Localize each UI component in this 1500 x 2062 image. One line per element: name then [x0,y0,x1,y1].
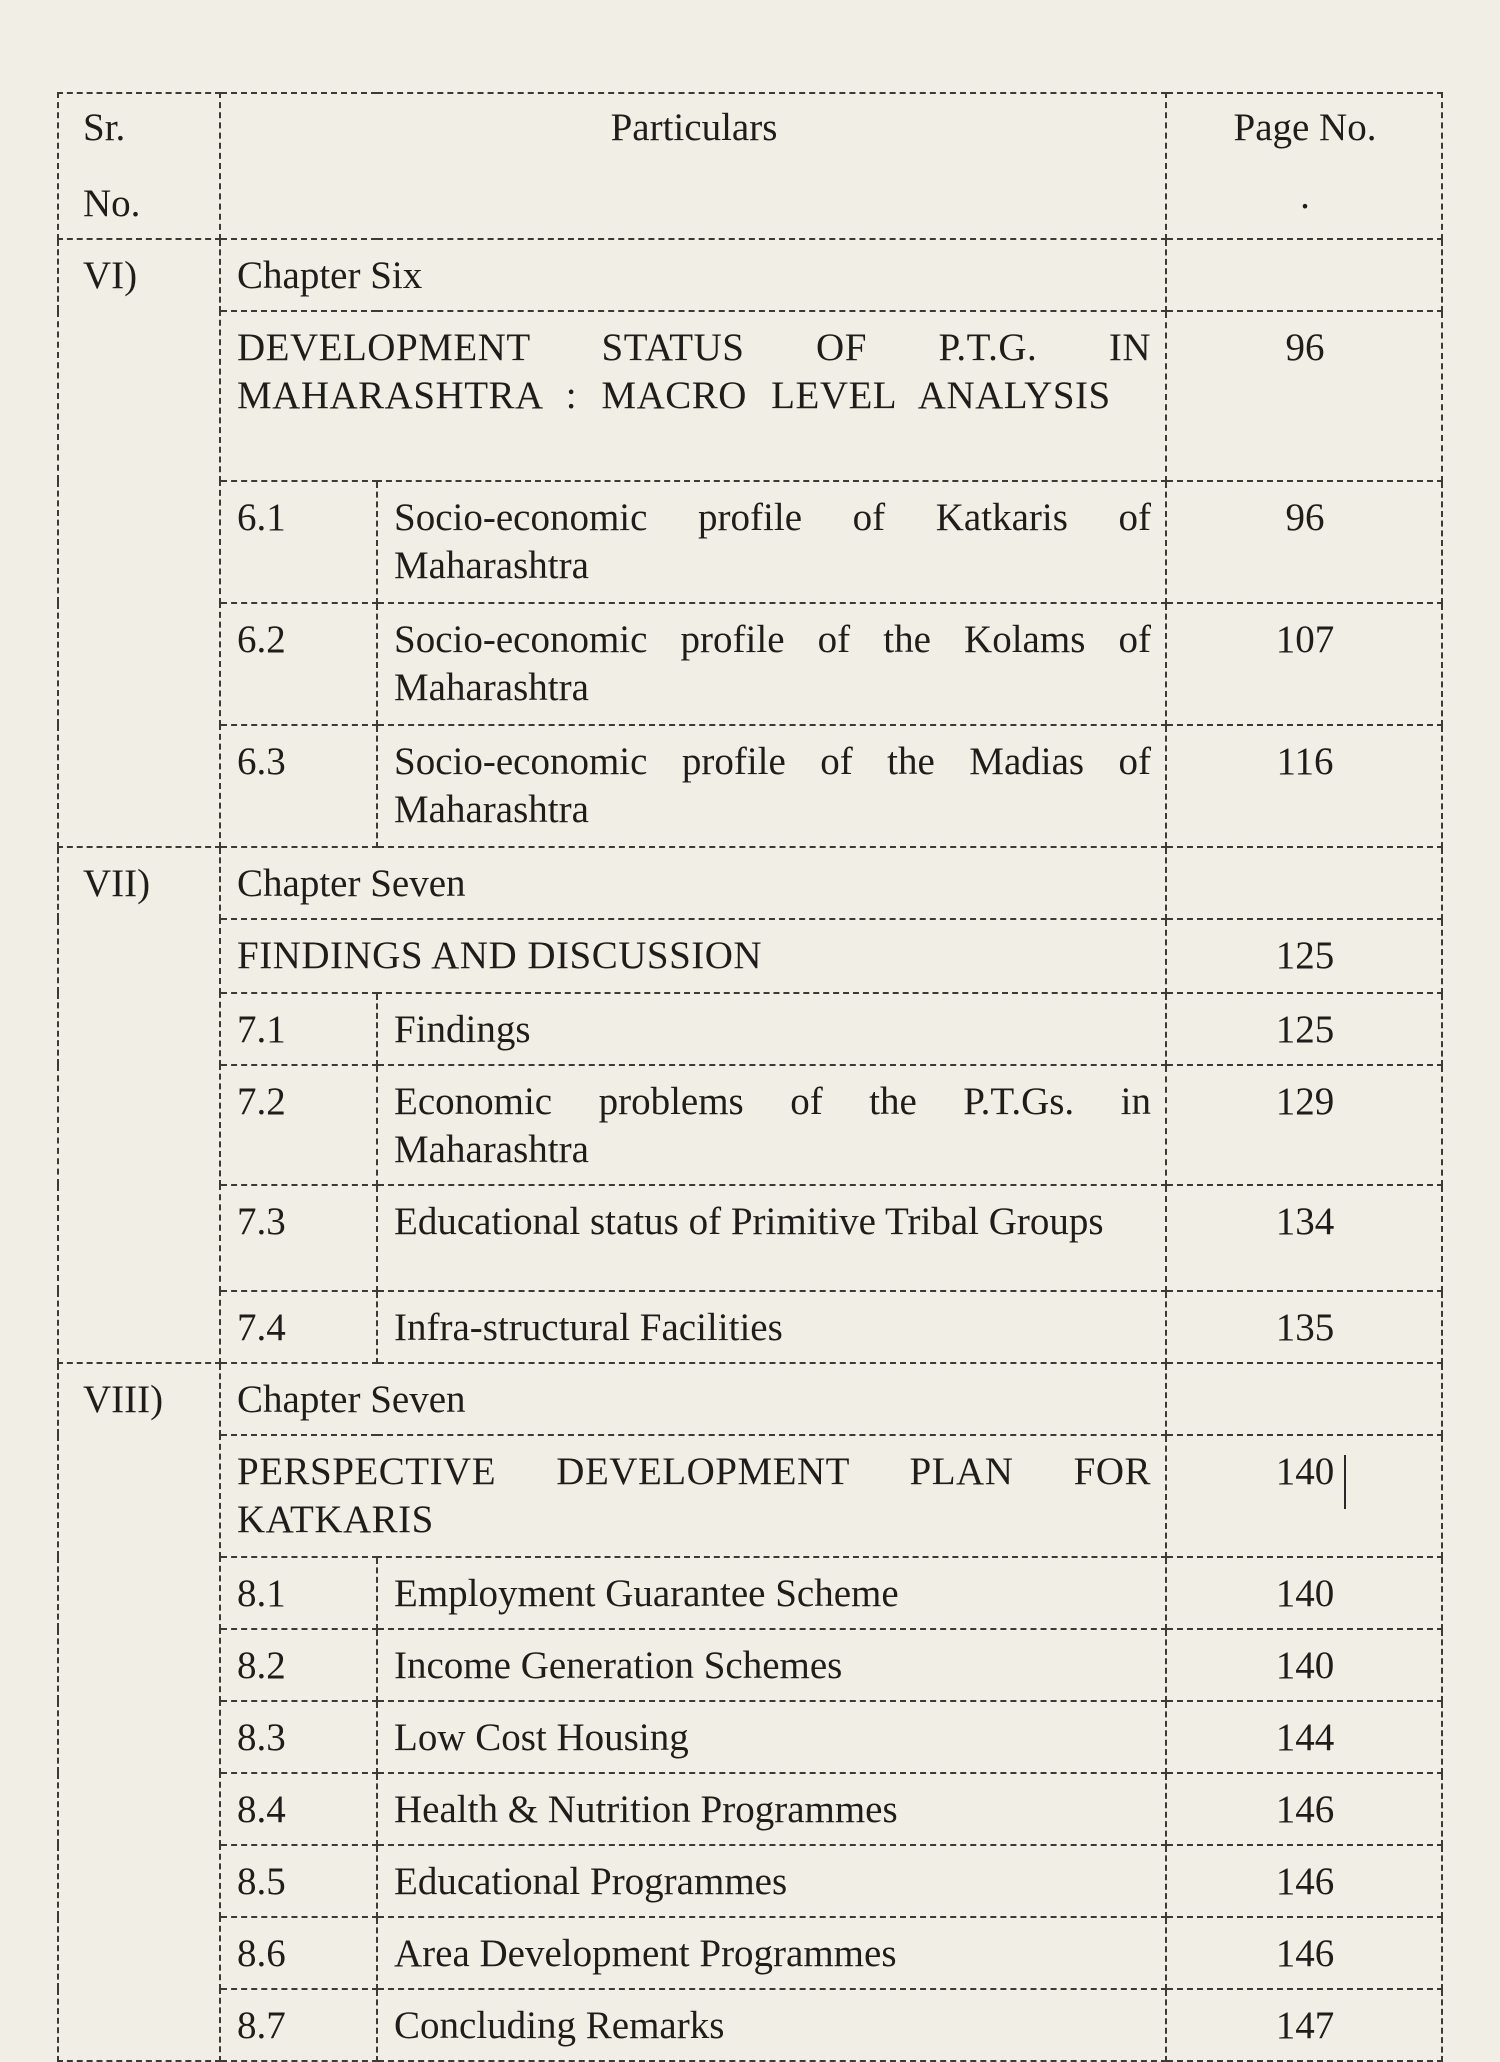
chapter-label: Chapter Six [220,239,1166,311]
section-page: 140 [1166,1557,1442,1629]
chapter-title-row [58,1435,1442,1557]
chapter-row [58,239,1442,311]
chapter-label-page [1166,847,1442,919]
section-title: Socio-economic profile of the Madias of Maharashtra [377,725,1166,847]
chapter-row [58,1363,1442,1435]
section-page: 146 [1166,1917,1442,1989]
section-row [58,1291,1442,1363]
section-page: 129 [1166,1065,1442,1185]
section-title: Educational Programmes [377,1845,1166,1917]
section-title: Infra-structural Facilities [377,1291,1166,1363]
section-number: 8.2 [220,1629,377,1701]
section-row [58,1773,1442,1845]
chapter-label-page [1166,239,1442,311]
chapter-sr: VI) [58,239,220,847]
chapter-title-page: 125 [1166,919,1442,993]
section-row [58,1065,1442,1185]
chapter-title-page: 96 [1166,311,1442,481]
section-title: Low Cost Housing [377,1701,1166,1773]
header-particulars: Particulars [220,93,1166,239]
section-row [58,1557,1442,1629]
header-page-no [1166,93,1442,239]
section-page: 116 [1166,725,1442,847]
section-number: 8.4 [220,1773,377,1845]
header-sr-line2: No. [83,182,141,225]
header-sr-line1: Sr. [83,106,126,149]
header-sr-no [58,93,220,239]
chapter-title: PERSPECTIVE DEVELOPMENT PLAN FOR KATKARIS [220,1435,1166,1557]
pen-mark [1344,1455,1346,1509]
chapter-title: DEVELOPMENT STATUS OF P.T.G. IN MAHARASHTRA : MACRO LEVEL ANALYSIS [220,311,1166,481]
chapter-row [58,847,1442,919]
header-page-no-label: Page No. [1233,106,1377,149]
section-title: Findings [377,993,1166,1065]
section-row [58,725,1442,847]
chapter-title: FINDINGS AND DISCUSSION [220,919,1166,993]
section-page: 107 [1166,603,1442,725]
section-number: 7.4 [220,1291,377,1363]
section-page: 147 [1166,1989,1442,2061]
section-row [58,603,1442,725]
section-row [58,1185,1442,1291]
section-row [58,1845,1442,1917]
section-number: 8.6 [220,1917,377,1989]
section-row [58,1629,1442,1701]
chapter-title-row [58,919,1442,993]
section-number: 6.2 [220,603,377,725]
section-page: 96 [1166,481,1442,603]
header-row [58,93,1442,239]
section-title: Socio-economic profile of the Kolams of Maharashtra [377,603,1166,725]
section-row [58,481,1442,603]
section-title: Employment Guarantee Scheme [377,1557,1166,1629]
chapter-title-page: 140 [1166,1435,1442,1557]
section-number: 8.3 [220,1701,377,1773]
section-number: 8.7 [220,1989,377,2061]
section-page: 135 [1166,1291,1442,1363]
section-title: Economic problems of the P.T.Gs. in Maharashtra [377,1065,1166,1185]
section-number: 6.3 [220,725,377,847]
chapter-label-page [1166,1363,1442,1435]
section-title: Income Generation Schemes [377,1629,1166,1701]
header-page-no-mark: . [1300,174,1310,217]
section-page: 125 [1166,993,1442,1065]
section-title: Area Development Programmes [377,1917,1166,1989]
section-title: Health & Nutrition Programmes [377,1773,1166,1845]
section-title: Concluding Remarks [377,1989,1166,2061]
section-row [58,1917,1442,1989]
section-number: 7.1 [220,993,377,1065]
chapter-title-row [58,311,1442,481]
section-number: 8.1 [220,1557,377,1629]
section-title: Socio-economic profile of Katkaris of Maharashtra [377,481,1166,603]
section-number: 8.5 [220,1845,377,1917]
section-row [58,993,1442,1065]
chapter-sr: VII) [58,847,220,1363]
section-number: 6.1 [220,481,377,603]
section-page: 134 [1166,1185,1442,1291]
chapter-sr: VIII) [58,1363,220,2061]
section-page: 146 [1166,1845,1442,1917]
section-number: 7.2 [220,1065,377,1185]
section-page: 144 [1166,1701,1442,1773]
section-title: Educational status of Primitive Tribal Groups [377,1185,1166,1291]
section-page: 140 [1166,1629,1442,1701]
section-number: 7.3 [220,1185,377,1291]
chapter-label: Chapter Seven [220,847,1166,919]
section-row [58,1701,1442,1773]
contents-table [57,92,1443,2062]
section-page: 146 [1166,1773,1442,1845]
chapter-label: Chapter Seven [220,1363,1166,1435]
